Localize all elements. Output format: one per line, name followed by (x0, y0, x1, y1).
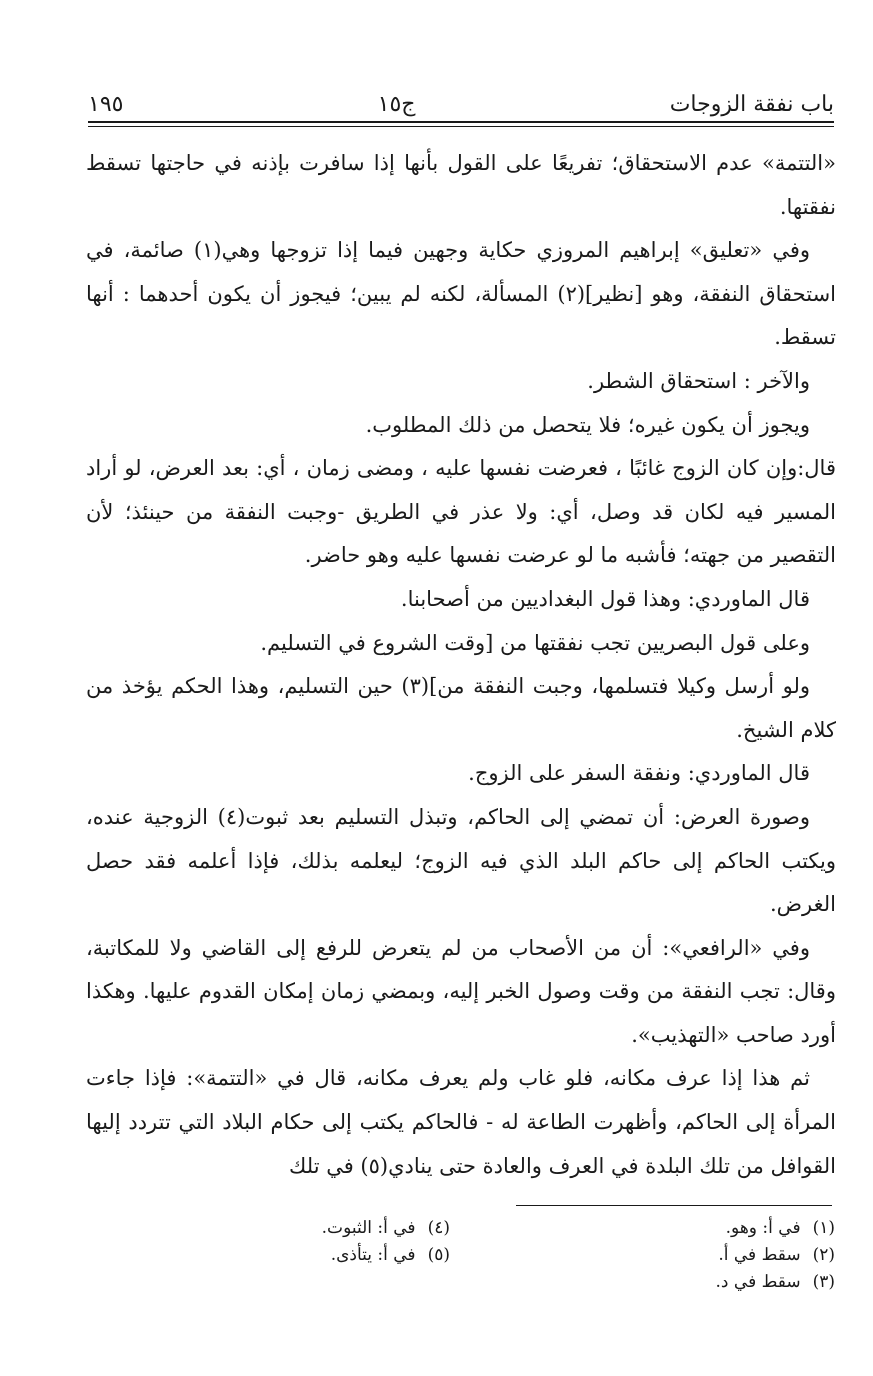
chapter-title: باب نفقة الزوجات (669, 91, 834, 117)
paragraph-11: وفي «الرافعي»: أن من الأصحاب من لم يتعرض للرفع إلى القاضي ولا للمكاتبة، وقال: تجب النفقة من وقت وصول الخبر إليه، وبمضي زمان إمكان القدوم عليها. وهكذا أورد صاحب «التهذيب». (86, 935, 836, 1047)
header-rule-thick (88, 121, 834, 123)
footnote-text: سقط في د. (715, 1272, 801, 1292)
footnote-2 (505, 1242, 835, 1269)
paragraph-3: والآخر : استحقاق الشطر. (587, 368, 810, 393)
page-number: ١٩٥ (88, 91, 124, 117)
footnote-text: في أ: يتأذى. (330, 1245, 416, 1265)
footnote-text: سقط في أ. (718, 1245, 801, 1265)
paragraph-5: قال:وإن كان الزوج غائبًا ، فعرضت نفسها عليه ، ومضى زمان ، أي: بعد العرض، لو أراد المسير فيه لكان قد وصل، أي: ولا عذر في الطريق -وجبت النفقة من حينئذ؛ لأن التقصير من جهته؛ فأشبه ما لو عرضت نفسها عليه وهو حاضر. (86, 456, 836, 568)
paragraph-6: قال الماوردي: وهذا قول البغداديين من أصحابنا. (400, 586, 810, 611)
footnote-number: (٥) (427, 1245, 450, 1265)
footnote-4 (120, 1215, 450, 1242)
running-header (88, 86, 834, 122)
volume-label: ج١٥ (377, 91, 416, 117)
footnote-1 (505, 1215, 835, 1242)
footnote-number: (٢) (812, 1245, 835, 1265)
paragraph-2: وفي «تعليق» إبراهيم المروزي حكاية وجهين فيما إذا تزوجها وهي(١) صائمة، في استحقاق النفقة، وهو [نظير](٢) المسألة، لكنه لم يبين؛ فيجوز أن يكون أحدهما : أنها تسقط. (86, 238, 836, 350)
footnote-number: (٣) (812, 1272, 835, 1292)
paragraph-12: ثم هذا إذا عرف مكانه، فلو غاب ولم يعرف مكانه، قال في «التتمة»: فإذا جاءت المرأة إلى الحاكم، وأظهرت الطاعة له - فالحاكم يكتب إلى حكام البلاد التي تتردد إليها القوافل من تلك البلدة في العرف والعادة حتى ينادي(٥) في تلك (86, 1066, 836, 1178)
footnote-separator (516, 1205, 832, 1206)
footnote-number: (١) (812, 1218, 835, 1238)
footnote-number: (٤) (427, 1218, 450, 1238)
paragraph-7: وعلى قول البصريين تجب نفقتها من [وقت الشروع في التسليم. (260, 630, 810, 655)
paragraph-9: قال الماوردي: ونفقة السفر على الزوج. (468, 761, 810, 786)
footnote-text: في أ: الثبوت. (321, 1218, 416, 1238)
footnotes-column-right (505, 1215, 835, 1296)
footnote-3 (505, 1269, 835, 1296)
footnotes-column-left (120, 1215, 450, 1269)
footnote-text: في أ: وهو. (725, 1218, 801, 1238)
footnote-5 (120, 1242, 450, 1269)
paragraph-1: «التتمة» عدم الاستحقاق؛ تفريعًا على القول بأنها إذا سافرت بإذنه في حاجتها تسقط نفقتها. (86, 151, 836, 219)
main-text (86, 142, 836, 1188)
paragraph-8: ولو أرسل وكيلا فتسلمها، وجبت النفقة من](٣) حين التسليم، وهذا الحكم يؤخذ من كلام الشيخ. (86, 674, 836, 742)
header-rule-thin (88, 126, 834, 127)
paragraph-4: ويجوز أن يكون غيره؛ فلا يتحصل من ذلك المطلوب. (365, 412, 810, 437)
paragraph-10: وصورة العرض: أن تمضي إلى الحاكم، وتبذل التسليم بعد ثبوت(٤) الزوجية عنده، ويكتب الحاكم إلى حاكم البلد الذي فيه الزوج؛ ليعلمه بذلك، فإذا أعلمه فقد حصل الغرض. (86, 804, 836, 917)
